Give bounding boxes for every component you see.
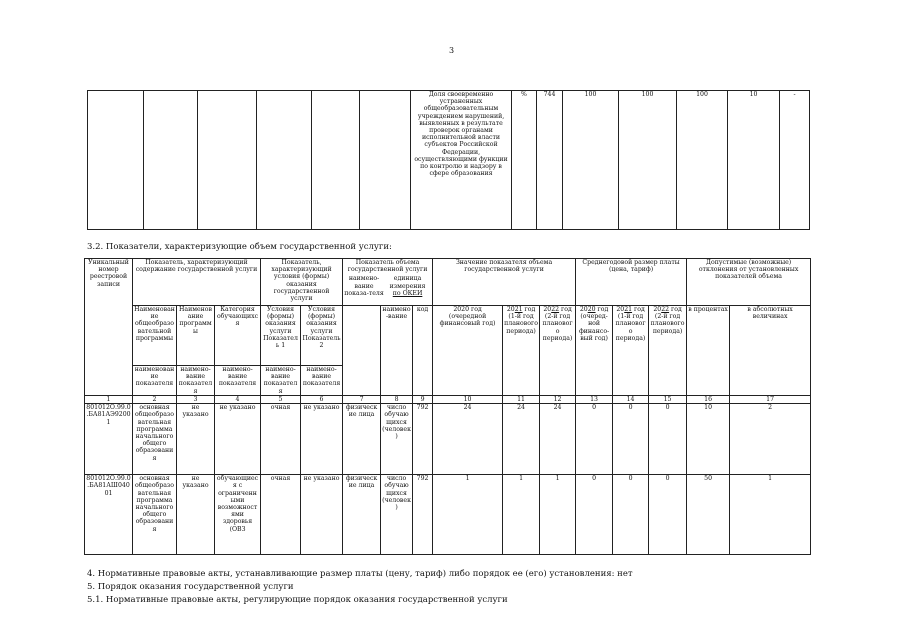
year-prefix: 20 — [543, 306, 552, 313]
header-deviation-percent: в процентах — [687, 306, 730, 396]
registry-number: 801012О.99.0.БА81АШ04001 — [85, 475, 133, 555]
year-prefix: 20 — [653, 306, 662, 313]
header-volume-indicator — [343, 259, 433, 306]
value-year-3: 1 — [540, 475, 576, 555]
fee-year-3: 0 — [649, 475, 687, 555]
form: очная — [261, 475, 301, 555]
deviation-absolute: 1 — [730, 475, 811, 555]
quality-value-2022: 100 — [677, 91, 728, 230]
indicator: физические лица — [343, 475, 381, 555]
condition-2: не указано — [301, 475, 343, 555]
value-year-2: 24 — [503, 404, 540, 475]
header-subcontent-1: Наименование общеобразовательной программы — [133, 306, 177, 366]
empty-cell — [312, 91, 360, 230]
header-subcondition-1: Условия (формы) оказания услуги Показатель 1 — [261, 306, 301, 366]
header-year-3 — [540, 306, 576, 396]
year-value: 20 — [587, 306, 596, 313]
column-number: 1 — [85, 396, 133, 404]
value-year-2: 1 — [503, 475, 540, 555]
header-indicator-name: наимено-вание показа-теля — [344, 275, 384, 297]
empty-cell — [144, 91, 198, 230]
footer-item-5: 5. Порядок оказания государственной услуги — [87, 582, 294, 592]
header-fee-year-3 — [649, 306, 687, 396]
year-value: 22 — [661, 306, 670, 313]
footer-item-4: 4. Нормативные правовые акты, устанавливающие размер платы (цену, тариф) либо порядок ее (его) установления: нет — [87, 569, 633, 579]
header-name-row-5: наимено-вание показателя — [301, 366, 343, 396]
column-number: 9 — [413, 396, 433, 404]
header-conditions-indicator: Показатель, характеризующий условия (формы) оказания государственной услуги — [261, 259, 343, 306]
footer-item-5-1: 5.1. Нормативные правовые акты, регулирующие порядок оказания государственной услуги — [87, 595, 508, 605]
column-number: 12 — [540, 396, 576, 404]
program: основная общеобразовательная программа начального общего образования — [133, 475, 177, 555]
column-number: 7 — [343, 396, 381, 404]
header-volume-values: Значение показателя объема государственной услуги — [433, 259, 576, 306]
indicator: физические лица — [343, 404, 381, 475]
empty-cell — [257, 91, 312, 230]
header-fee-year-1 — [576, 306, 613, 396]
year-suffix: год (1-й год планового периода) — [504, 306, 538, 335]
year-suffix: год (2-й год планового периода) — [650, 306, 685, 335]
header-average-fee: Среднегодовой размер платы (цена, тариф) — [576, 259, 687, 306]
quality-deviation-percent: 10 — [728, 91, 780, 230]
header-name-row-3: наимено-вание показателя — [215, 366, 261, 396]
header-subcondition-2: Условия (формы) оказания услуги Показатель 2 — [301, 306, 343, 366]
header-name-row-4: наимено-вание показателя — [261, 366, 301, 396]
unit: число обучающихся (человек) — [381, 404, 413, 475]
column-number: 3 — [177, 396, 215, 404]
column-number: 11 — [503, 396, 540, 404]
header-subcontent-2: Наименование программы — [177, 306, 215, 366]
program-name: не указано — [177, 404, 215, 475]
program-name: не указано — [177, 475, 215, 555]
quality-value-2020: 100 — [563, 91, 619, 230]
year-prefix: 20 — [616, 306, 625, 313]
quality-unit: % — [512, 91, 537, 230]
empty-cell — [88, 91, 144, 230]
year-prefix: 20 — [506, 306, 515, 313]
category: обучающиеся с ограниченными возможностями здоровья (ОВЗ — [215, 475, 261, 555]
section-heading: 3.2. Показатели, характеризующие объем государственной услуги: — [87, 242, 392, 252]
fee-year-1: 0 — [576, 404, 613, 475]
header-registry-number: Уникальный номер реестровой записи — [85, 259, 133, 396]
year-prefix: 20 — [579, 306, 588, 313]
value-year-1: 1 — [433, 475, 503, 555]
year-suffix: год (1-й год планового периода) — [615, 306, 646, 342]
quality-code: 744 — [537, 91, 563, 230]
column-number: 5 — [261, 396, 301, 404]
column-number: 14 — [613, 396, 649, 404]
header-unit-of-measure: единица измерения — [389, 275, 426, 290]
volume-table — [84, 258, 811, 555]
program: основная общеобразовательная программа начального общего образования — [133, 404, 177, 475]
empty-cell — [198, 91, 257, 230]
table-row — [85, 404, 811, 475]
column-number: 17 — [730, 396, 811, 404]
header-year-2 — [503, 306, 540, 396]
value-year-3: 24 — [540, 404, 576, 475]
quality-table-continuation — [87, 90, 810, 230]
page-number: 3 — [449, 46, 455, 55]
column-number: 8 — [381, 396, 413, 404]
category: не указано — [215, 404, 261, 475]
column-number: 2 — [133, 396, 177, 404]
quality-indicator-name: Доля своевременно устраненных общеобразовательным учреждением нарушений, выявленных в результате проверок органами исполнительной власти субъектов Российской Федерации, осуществляющими функции по контролю и надзору в сфере образования — [411, 91, 512, 230]
form: очная — [261, 404, 301, 475]
empty-cell — [360, 91, 411, 230]
header-content-indicator: Показатель, характеризующий содержание государственной услуги — [133, 259, 261, 306]
header-unit-code: код — [413, 306, 433, 396]
column-number: 13 — [576, 396, 613, 404]
year-value: 21 — [624, 306, 633, 313]
header-unit-name: наимено-вание — [381, 306, 413, 396]
fee-year-1: 0 — [576, 475, 613, 555]
header-name-row-1: наименование показателя — [133, 366, 177, 396]
unit: число обучающихся (человек) — [381, 475, 413, 555]
code: 792 — [413, 475, 433, 555]
deviation-percent: 10 — [687, 404, 730, 475]
header-allowed-deviation: Допустимые (возможные) отклонения от установленных показателей объема — [687, 259, 811, 306]
header-volume-indicator-title: Показатель объема государственной услуги — [347, 259, 428, 274]
year-value: 21 — [514, 306, 523, 313]
column-number: 16 — [687, 396, 730, 404]
column-number: 10 — [433, 396, 503, 404]
condition-2: не указано — [301, 404, 343, 475]
quality-value-2021: 100 — [619, 91, 677, 230]
quality-deviation-absolute: - — [780, 91, 810, 230]
header-year-1: 2020 год (очередной финансовый год) — [433, 306, 503, 396]
header-deviation-absolute: в абсолютных величинах — [730, 306, 811, 396]
header-fee-year-2 — [613, 306, 649, 396]
header-okei: по ОКЕИ — [392, 289, 423, 297]
header-subcontent-3: Категория обучающихся — [215, 306, 261, 366]
registry-number: 801012О.99.0.БА81АЭ92001 — [85, 404, 133, 475]
code: 792 — [413, 404, 433, 475]
fee-year-3: 0 — [649, 404, 687, 475]
column-number-row — [85, 396, 811, 404]
fee-year-2: 0 — [613, 475, 649, 555]
column-number: 4 — [215, 396, 261, 404]
deviation-percent: 50 — [687, 475, 730, 555]
header-indicator-column — [343, 306, 381, 396]
deviation-absolute: 2 — [730, 404, 811, 475]
year-suffix: год (2-й год планового периода) — [542, 306, 573, 342]
year-value: 22 — [551, 306, 560, 313]
year-suffix: год (очеред-ной финансо-вый год) — [578, 306, 610, 342]
fee-year-2: 0 — [613, 404, 649, 475]
column-number: 15 — [649, 396, 687, 404]
column-number: 6 — [301, 396, 343, 404]
value-year-1: 24 — [433, 404, 503, 475]
table-row — [85, 475, 811, 555]
header-name-row-2: наимено-вание показателя — [177, 366, 215, 396]
